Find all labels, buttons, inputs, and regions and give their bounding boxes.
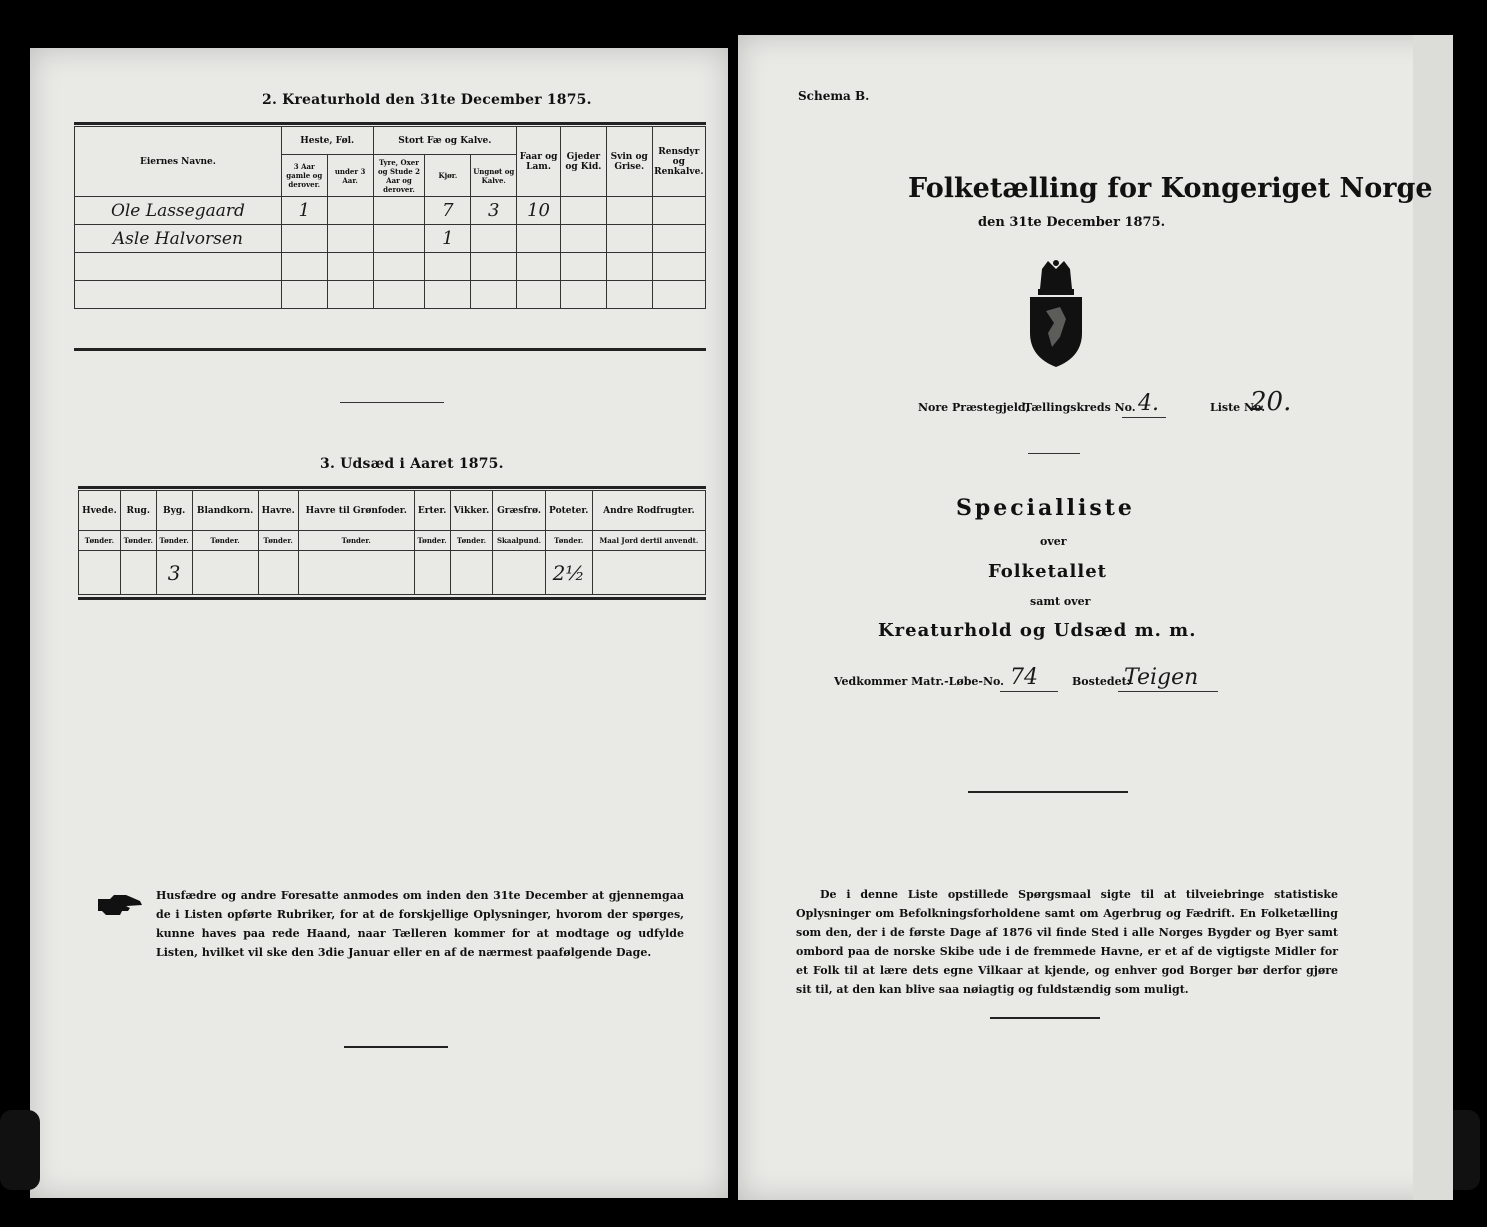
seed-header: Hvede. xyxy=(79,491,121,531)
seed-value xyxy=(493,551,545,595)
cell-cattle-a xyxy=(373,197,425,225)
header-cattle-c: Ungnøt og Kalve. xyxy=(471,155,517,197)
seed-unit: Tønder. xyxy=(450,531,493,551)
main-title: Folketælling for Kongeriget Norge xyxy=(908,173,1433,204)
seed-value xyxy=(79,551,121,595)
bottom-divider xyxy=(344,1046,448,1048)
cell-cattle-a xyxy=(373,225,425,253)
bosted-underline xyxy=(1118,691,1218,692)
seed-header: Havre til Grønfoder. xyxy=(298,491,414,531)
seed-header: Poteter. xyxy=(545,491,592,531)
seed-unit: Tønder. xyxy=(79,531,121,551)
seed-value xyxy=(298,551,414,595)
seed-unit: Skaalpund. xyxy=(493,531,545,551)
owner-name: Ole Lassegaard xyxy=(75,197,282,225)
cell-cattle-c: 3 xyxy=(471,197,517,225)
seed-table-bottom-rule xyxy=(78,597,706,600)
seed-unit: Maal Jord dertil anvendt. xyxy=(592,531,705,551)
kreaturhold-label: Kreaturhold og Udsæd m. m. xyxy=(878,620,1197,641)
cell-cattle-b: 1 xyxy=(425,225,471,253)
seed-value xyxy=(414,551,450,595)
pointing-hand-icon xyxy=(96,893,144,917)
seed-value xyxy=(192,551,258,595)
seed-unit: Tønder. xyxy=(545,531,592,551)
seed-header: Vikker. xyxy=(450,491,493,531)
table-row xyxy=(75,253,706,281)
seed-header: Blandkorn. xyxy=(192,491,258,531)
seed-header: Byg. xyxy=(156,491,192,531)
cell-pigs xyxy=(606,225,652,253)
seed-value xyxy=(450,551,493,595)
livestock-table xyxy=(74,126,706,309)
cell-horses-a xyxy=(281,225,327,253)
left-page xyxy=(30,48,728,1198)
section2-title: 2. Kreaturhold den 31te December 1875. xyxy=(262,92,592,108)
parish-label: Nore Præstegjeld, xyxy=(918,401,1030,414)
divider xyxy=(968,791,1128,793)
info-paragraph: De i denne Liste opstillede Spørgsmaal sigte til at tilveiebringe statistiske Oplysninger om Befolkningsforholdene samt om Agerbrug og Fædrift. En Folketælling som den, der i de første Dage af 1876 vil finde Sted i alle Norges Bygder og Byer samt ombord paa de norske Skibe ude i de fremmede Havne, er et af de vigtigste Midler for et Folk til at lære dets egne Vilkaar at kjende, og enhver god Borger bør derfor gjøre sit til, at den kan blive saa nøiagtig og fuldstændig som muligt. xyxy=(796,888,1338,996)
header-cattle-b: Kjør. xyxy=(425,155,471,197)
cell-cattle-c xyxy=(471,225,517,253)
seed-table xyxy=(78,490,706,595)
page-edge xyxy=(1413,35,1453,1200)
header-cattle-a: Tyre, Oxer og Stude 2 Aar og derover. xyxy=(373,155,425,197)
binding-clip-left xyxy=(0,1110,40,1190)
table-row xyxy=(79,551,706,595)
seed-value xyxy=(592,551,705,595)
table-bottom-rule xyxy=(74,348,706,351)
cell-horses-a: 1 xyxy=(281,197,327,225)
header-reindeer: Rensdyr og Renkalve. xyxy=(652,127,705,197)
matr-underline xyxy=(1000,691,1058,692)
seed-value xyxy=(258,551,298,595)
seed-value: 3 xyxy=(156,551,192,595)
district-underline xyxy=(1122,417,1166,418)
seed-header: Erter. xyxy=(414,491,450,531)
cell-cattle-b: 7 xyxy=(425,197,471,225)
cell-horses-b xyxy=(327,197,373,225)
owner-name: Asle Halvorsen xyxy=(75,225,282,253)
bosted-value: Teigen xyxy=(1124,665,1199,690)
matr-value: 74 xyxy=(1010,665,1038,690)
cell-horses-b xyxy=(327,225,373,253)
seed-unit: Tønder. xyxy=(192,531,258,551)
right-page xyxy=(738,35,1453,1200)
header-owner: Eiernes Navne. xyxy=(75,127,282,197)
header-sheep: Faar og Lam. xyxy=(517,127,561,197)
header-pigs: Svin og Grise. xyxy=(606,127,652,197)
bosted-label: Bostedet: xyxy=(1072,675,1131,688)
district-value: 4. xyxy=(1138,391,1159,416)
table-row xyxy=(75,197,706,225)
cell-sheep: 10 xyxy=(517,197,561,225)
district-label: Tællingskreds No. xyxy=(1024,401,1136,414)
coat-of-arms-icon xyxy=(1024,259,1088,371)
divider xyxy=(1028,453,1080,454)
folketallet-label: Folketallet xyxy=(988,561,1107,582)
cell-goats xyxy=(560,197,606,225)
header-horses: Heste, Føl. xyxy=(281,127,373,155)
seed-header: Græsfrø. xyxy=(493,491,545,531)
table-top-rule xyxy=(74,122,706,125)
list-value: 20. xyxy=(1250,387,1292,417)
header-goats: Gjeder og Kid. xyxy=(560,127,606,197)
over-label: over xyxy=(1040,535,1067,548)
cell-goats xyxy=(560,225,606,253)
section3-title: 3. Udsæd i Aaret 1875. xyxy=(320,456,504,472)
header-horses-a: 3 Aar gamle og derover. xyxy=(281,155,327,197)
cell-pigs xyxy=(606,197,652,225)
seed-table-top-rule xyxy=(78,486,706,489)
schema-label: Schema B. xyxy=(798,89,870,103)
seed-header: Andre Rodfrugter. xyxy=(592,491,705,531)
table-row xyxy=(75,225,706,253)
seed-unit: Tønder. xyxy=(120,531,156,551)
samt-over-label: samt over xyxy=(1030,595,1091,608)
divider xyxy=(340,402,444,403)
seed-unit: Tønder. xyxy=(156,531,192,551)
seed-value xyxy=(120,551,156,595)
special-list-title: Specialliste xyxy=(956,495,1135,521)
cell-reindeer xyxy=(652,197,705,225)
cell-sheep xyxy=(517,225,561,253)
list-label: Liste No. xyxy=(1210,401,1266,414)
notice-text: Husfædre og andre Foresatte anmodes om inden den 31te December at gjennemgaa de i Listen opførte Rubriker, for at de forskjellige Oplysninger, hvorom der spørges, kunne haves paa rede Haand, naar Tælleren kommer for at modtage og udfylde Listen, hvilket vil ske den 3die Januar eller en af de nærmest paafølgende Dage. xyxy=(156,889,684,959)
cell-reindeer xyxy=(652,225,705,253)
seed-unit: Tønder. xyxy=(258,531,298,551)
matr-label: Vedkommer Matr.-Løbe-No. xyxy=(834,675,1004,688)
header-horses-b: under 3 Aar. xyxy=(327,155,373,197)
seed-header: Rug. xyxy=(120,491,156,531)
seed-header: Havre. xyxy=(258,491,298,531)
seed-unit: Tønder. xyxy=(298,531,414,551)
seed-unit: Tønder. xyxy=(414,531,450,551)
header-cattle: Stort Fæ og Kalve. xyxy=(373,127,517,155)
census-date: den 31te December 1875. xyxy=(978,215,1166,230)
seed-value: 2½ xyxy=(545,551,592,595)
bottom-divider xyxy=(990,1017,1100,1019)
table-row xyxy=(75,281,706,309)
